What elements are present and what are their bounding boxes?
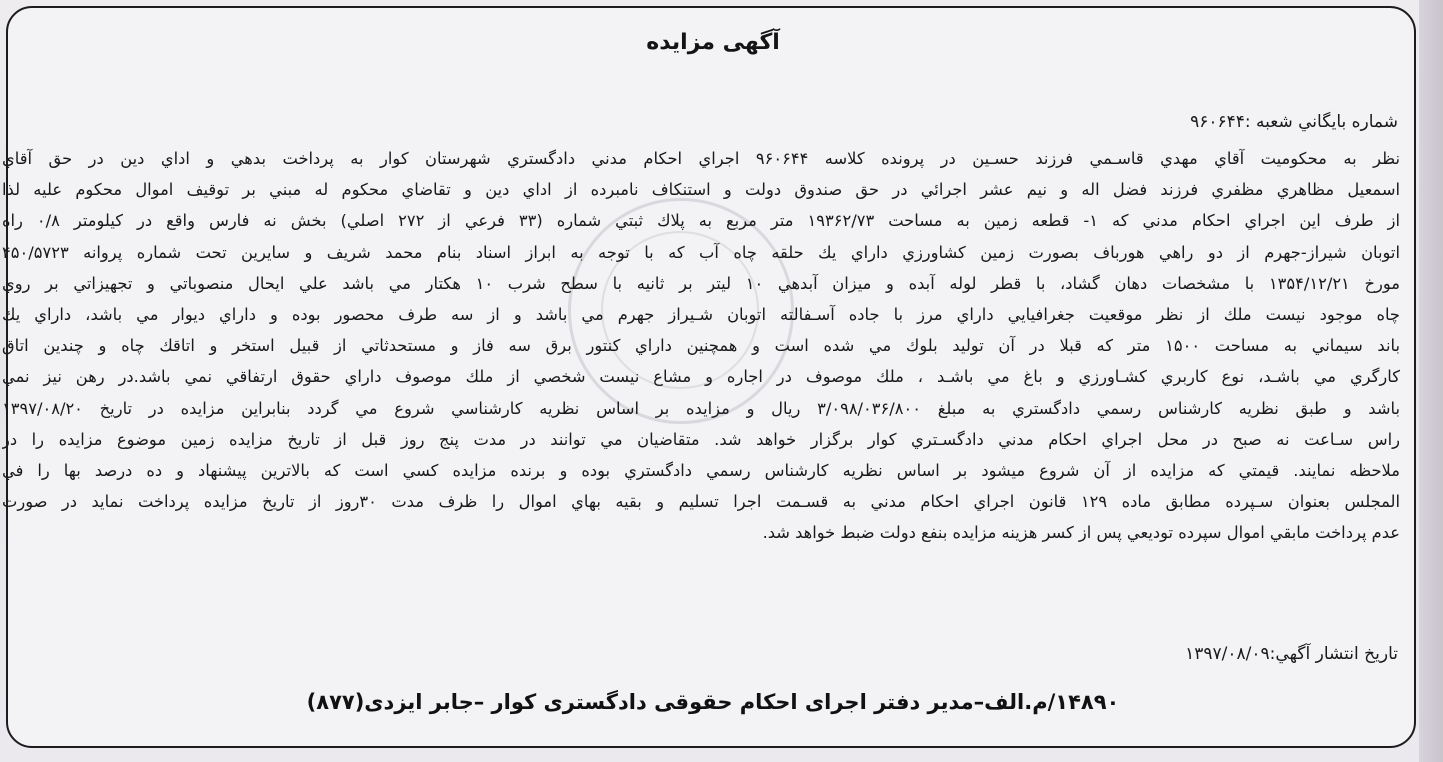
body-line: اتوبان شيراز-جهرم از دو راهي هورباف بصورت زمين كشاورزي داراي يك حلقه چاه آب كه با توجه به ابراز اسناد بنام محمد شريف و سايرين تحت شماره پروانه ۴۵۰/۵۷۲۳ — [2, 242, 1400, 262]
notice-signature: ۱۴۸۹۰/م.الف–مدیر دفتر اجرای احکام حقوقی دادگستری کوار –جابر ایزدی(۸۷۷) — [306, 690, 1120, 714]
notice-title: آگهی مزایده — [646, 30, 780, 55]
body-line: ملاحظه نمايند. قيمتي كه مزايده از آن شروع ميشود بر اساس نظريه كارشناس رسمي دادگستري بوده و برنده مزايده كسي است كه بالاترين پيشنهاد و ده درصد بها را في — [2, 460, 1400, 480]
archive-number: شماره بايگاني شعبه :۹۶۰۶۴۴ — [1190, 112, 1398, 132]
publication-date: تاريخ انتشار آگهي:۱۳۹۷/۰۸/۰۹ — [1185, 644, 1398, 664]
body-line: از طرف اين اجراي احكام مدني كه ۱- قطعه زمين به مساحت ۱۹۳۶۲/۷۳ متر مربع به پلاك ثبتي شماره (۳۳ فرعي از ۲۷۲ اصلي) بخش نه فارس واقع در كيلومتر ۰/۸ راه — [2, 211, 1400, 231]
notice-frame — [2, 6, 1416, 748]
notice-body — [2, 143, 1400, 548]
body-line: راس سـاعت نه صبح در محل اجراي احكام مدني دادگسـتري كوار برگزار خواهد شد. متقاضيان مي توانند در مدت پنج روز قبل از تاريخ مزايده زمين موضوع مزايده را در — [2, 429, 1400, 449]
body-line: نظر به محكوميت آقاي مهدي قاسـمي فرزند حسـين در پرونده كلاسه ۹۶۰۶۴۴ اجراي احكام مدني دادگستري شهرستان كوار به پرداخت بدهي و اداي دين در حق آقاي — [2, 149, 1400, 168]
body-line: المجلس بعنوان سـپرده مطابق ماده ۱۲۹ قانون اجراي احكام مدني به قسـمت اجرا تسليم و بقيه بهاي اموال را ظرف مدت ۳۰روز از تاريخ مزايده پرداخت نمايد در صورت — [2, 492, 1400, 512]
body-line: چاه موجود نيست ملك از نظر موقعيت جغرافيايي داراي مرز با جاده آسـفالته اتوبان شـيراز جهرم مي باشد و از سه طرف محصور بوده و داراي ديوار مي باشد، داراي يك — [2, 304, 1400, 324]
body-line: عدم پرداخت مابقي اموال سپرده توديعي پس از كسر هزينه مزايده بنفع دولت ضبط خواهد شد. — [762, 523, 1400, 543]
body-line: مورخ ۱۳۵۴/۱۲/۲۱ با مشخصات دهان گشاد، با قطر لوله آبده و ميزان آبدهي ۱۰ ليتر بر ثانيه با سطح شرب ۱۰ هكتار مي باشد علي ايحال منصوباتي و تجهيزاتي بر روي — [2, 273, 1400, 293]
adjacent-page-edge — [1419, 0, 1443, 762]
body-line: اسمعيل مظاهري مظفري فرزند فضل اله و نيم عشر اجرائي در حق صندوق دولت و استنكاف نامبرده از اداي دين و تقاضاي محكوم له مبني بر توقيف اموال محكوم عليه لذا — [2, 180, 1400, 200]
body-line: باشد و طبق نظريه كارشناس رسمي دادگستري به مبلغ ۳/۰۹۸/۰۳۶/۸۰۰ ريال و مزايده بر اساس نظريه كارشناسي شروع مي گردد بنابراين مزايده در تاريخ ۱۳۹۷/۰۸/۲۰ — [2, 398, 1400, 418]
body-line: كارگري مي باشـد، نوع كاربري كشـاورزي و باغ مي باشـد ، ملك موصوف در اجاره و مشاع نيست شخصي از ملك موصوف داراي حقوق ارتفاقي نمي باشد.در رهن نيز نمي — [2, 367, 1400, 387]
body-line: باند سيماني به مساحت ۱۵۰۰ متر كه قبلا در آن توليد بلوك مي شده است و همچنين داراي كنتور برق سه فاز و مستحدثاتي از قبيل استخر و اتاقك چاه و چندين اتاق — [2, 336, 1400, 356]
